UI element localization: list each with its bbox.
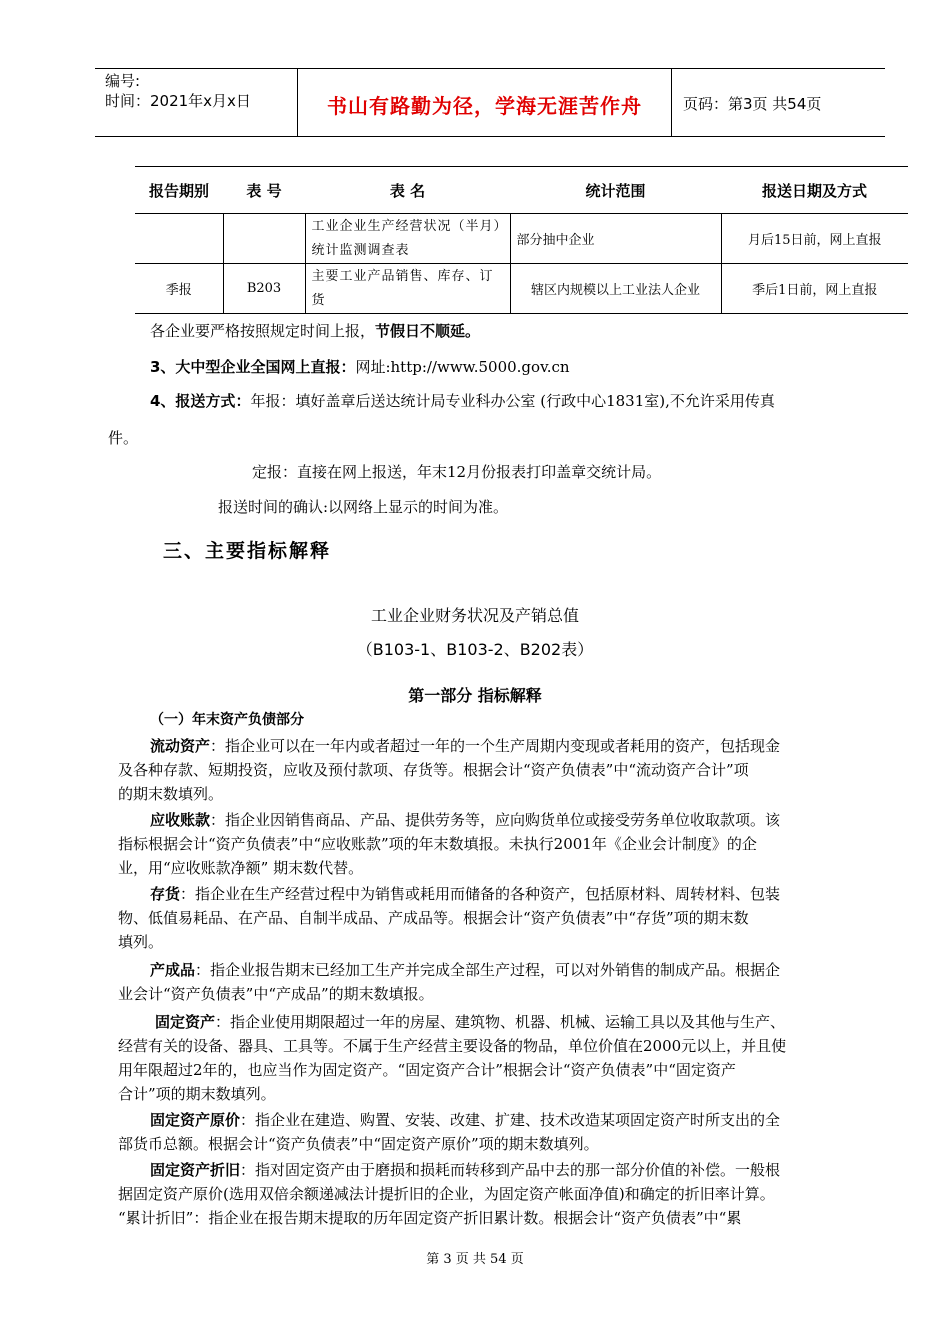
- term-fixed-asset-cost: 固定资产原价：指企业在建造、购置、安装、改建、扩建、技术改造某项固定资产时所支出的全: [150, 1111, 781, 1129]
- paragraph-online-report: 3、大中型企业全国网上直报：网址:http://www.5000.gov.cn: [150, 358, 570, 376]
- term-finished-goods: 产成品：指企业报告期末已经加工生产并完成全部生产过程，可以对外销售的制成产品。根据企: [150, 961, 781, 979]
- term-line: 部货币总额。根据会计“资产负债表”中“固定资产原价”项的期末数填列。: [118, 1135, 599, 1153]
- report-schedule-table: [135, 166, 908, 314]
- header-scope: 统计范围: [510, 167, 721, 214]
- number-label: 编号:: [105, 72, 141, 90]
- cell-code: B203: [223, 264, 305, 314]
- term-line: 及各种存款、短期投资，应收及预付款项、存货等。根据会计“资产负债表”中“流动资产合计”项: [118, 761, 749, 779]
- chapter-subtitle: （B103-1、B103-2、B202表）: [356, 640, 594, 659]
- term-line: 据固定资产原价(选用双倍余额递减法计提折旧的企业，为固定资产帐面净值)和确定的折旧率计算。: [118, 1185, 775, 1203]
- header-code: 表 号: [223, 167, 305, 214]
- term-line: “累计折旧”：指企业在报告期末提取的历年固定资产折旧累计数。根据会计“资产负债表”中“累: [118, 1209, 742, 1227]
- term-receivables: 应收账款：指企业因销售商品、产品、提供劳务等，应向购货单位或接受劳务单位收取款项。该: [150, 811, 781, 829]
- paragraph-method-cont: 件。: [108, 429, 139, 447]
- paragraph-method: 4、报送方式：年报：填好盖章后送达统计局专业科办公室 (行政中心1831室),不允许采用传真: [150, 392, 775, 410]
- cell-code: [223, 214, 305, 264]
- term-depreciation: 固定资产折旧：指对固定资产由于磨损和损耗而转移到产品中去的那一部分价值的补偿。一般根: [150, 1161, 781, 1179]
- term-line: 业，用“应收账款净额” 期末数代替。: [118, 859, 364, 877]
- time-label: 时间：2021年x月x日: [105, 92, 251, 110]
- term-line: 物、低值易耗品、在产品、自制半成品、产成品等。根据会计“资产负债表”中“存货”项的期末数: [118, 909, 749, 927]
- header-name: 表 名: [305, 167, 510, 214]
- cell-name: 工业企业生产经营状况（半月）统计监测调查表: [305, 214, 510, 264]
- cell-period: [135, 214, 223, 264]
- motto: 书山有路勤为径，学海无涯苦作舟: [327, 94, 642, 118]
- table-row: [135, 214, 908, 264]
- header-date: 报送日期及方式: [721, 167, 908, 214]
- term-fixed-assets: 固定资产：指企业使用期限超过一年的房屋、建筑物、机器、机械、运输工具以及其他与生产、: [155, 1013, 786, 1031]
- table-row: [135, 264, 908, 314]
- paragraph-periodic: 定报：直接在网上报送，年末12月份报表打印盖章交统计局。: [252, 463, 662, 481]
- header-period: 报告期别: [135, 167, 223, 214]
- page-number-label: 页码：第3页 共54页: [683, 95, 822, 113]
- subsection-heading: （一）年末资产负债部分: [150, 712, 304, 728]
- term-line: 合计”项的期末数填列。: [118, 1085, 276, 1103]
- cell-name: 主要工业产品销售、库存、订货: [305, 264, 510, 314]
- term-inventory: 存货：指企业在生产经营过程中为销售或耗用而储备的各种资产，包括原材料、周转材料、包装: [150, 885, 781, 903]
- header-page-cell: [671, 69, 885, 136]
- cell-period: 季报: [135, 264, 223, 314]
- paragraph-deadline: 各企业要严格按照规定时间上报，节假日不顺延。: [150, 322, 481, 340]
- section-heading: 三、主要指标解释: [163, 540, 332, 562]
- cell-scope: 部分抽中企业: [510, 214, 721, 264]
- cell-scope: 辖区内规模以上工业法人企业: [510, 264, 721, 314]
- term-current-assets: 流动资产：指企业可以在一年内或者超过一年的一个生产周期内变现或者耗用的资产，包括现金: [150, 737, 781, 755]
- paragraph-confirm: 报送时间的确认:以网络上显示的时间为准。: [218, 498, 509, 516]
- term-line: 用年限超过2年的，也应当作为固定资产。“固定资产合计”根据会计“资产负债表”中“固定资产: [118, 1061, 736, 1079]
- term-line: 指标根据会计“资产负债表”中“应收账款”项的年末数填报。未执行2001年《企业会计制度》的企: [118, 835, 757, 853]
- term-line: 填列。: [118, 933, 164, 951]
- table-header-row: [135, 167, 908, 214]
- page-header: [95, 68, 885, 137]
- term-line: 经营有关的设备、器具、工具等。不属于生产经营主要设备的物品，单位价值在2000元以上，并且使: [118, 1037, 787, 1055]
- term-line: 的期末数填列。: [118, 785, 224, 803]
- page-footer: 第 3 页 共 54 页: [426, 1252, 524, 1267]
- chapter-title: 工业企业财务状况及产销总值: [370, 606, 579, 625]
- cell-date: 季后1日前，网上直报: [721, 264, 908, 314]
- cell-date: 月后15日前，网上直报: [721, 214, 908, 264]
- term-line: 业会计“资产负债表”中“产成品”的期末数填报。: [118, 985, 434, 1003]
- part-heading: 第一部分 指标解释: [408, 686, 542, 705]
- header-info-cell: [95, 69, 297, 136]
- header-motto-cell: [297, 69, 672, 136]
